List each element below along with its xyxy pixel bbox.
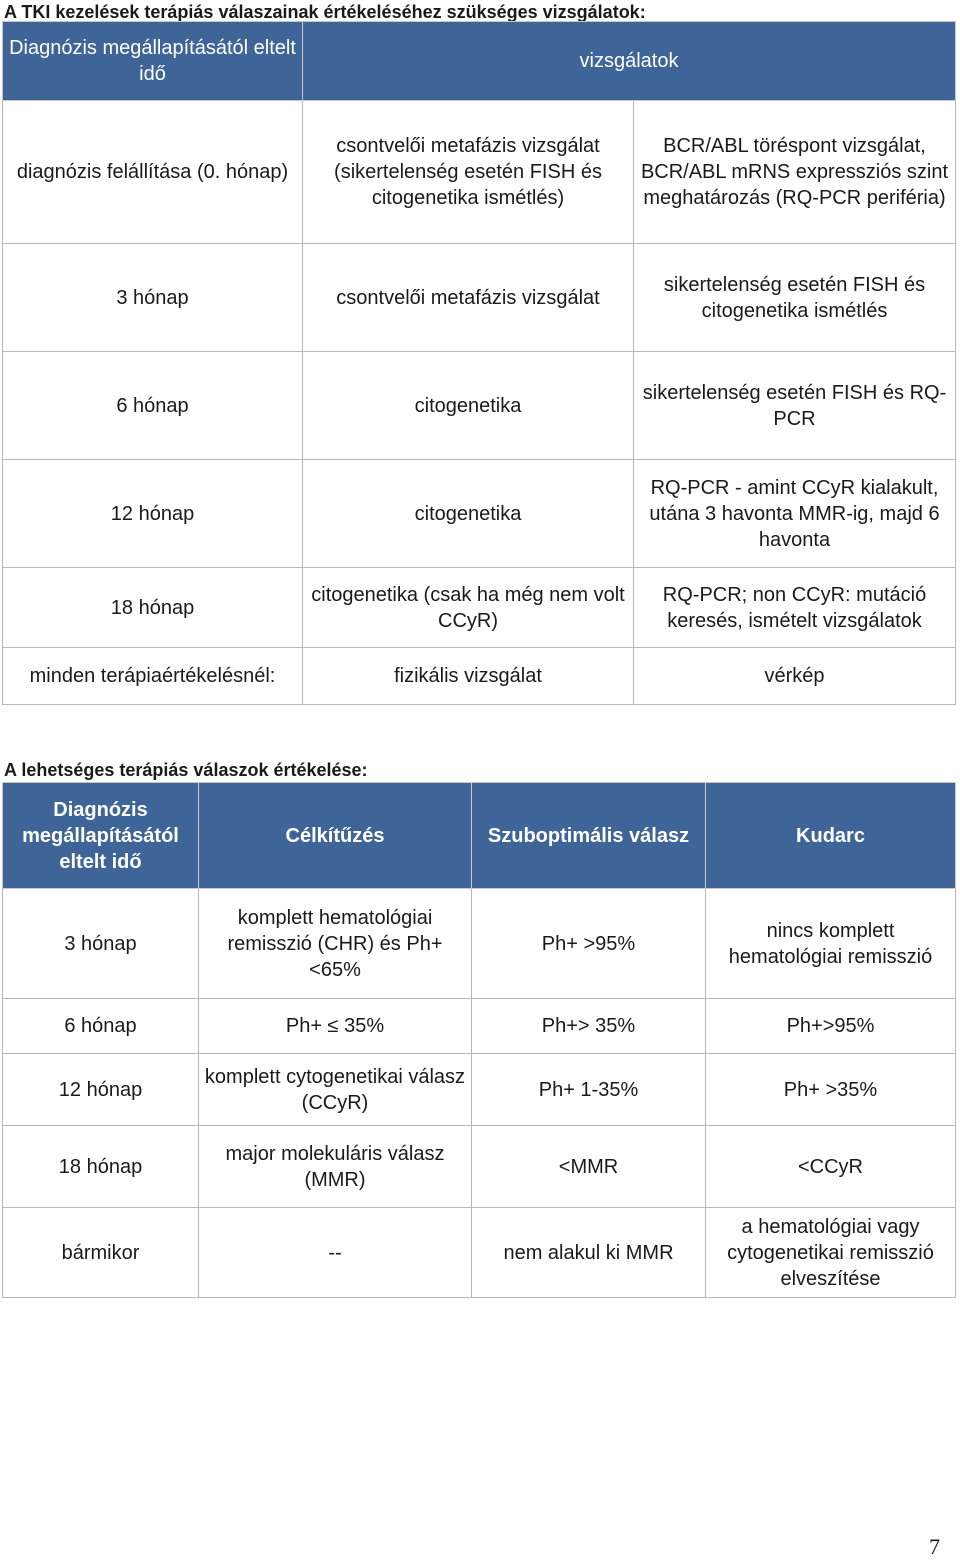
cell-time: 18 hónap	[3, 1126, 199, 1208]
table-row	[3, 460, 956, 568]
table-row	[3, 648, 956, 705]
header-time: Diagnózis megállapításától eltelt idő	[3, 783, 199, 889]
header-time: Diagnózis megállapításától eltelt idő	[3, 22, 303, 101]
cell-suboptimal: nem alakul ki MMR	[472, 1208, 706, 1298]
cell-time: 3 hónap	[3, 244, 303, 352]
cell-exam-b: sikertelenség esetén FISH és citogenetika ismétlés	[634, 244, 956, 352]
examinations-table	[2, 21, 956, 705]
section2-heading: A lehetséges terápiás válaszok értékelése:	[4, 760, 368, 780]
cell-exam-b: RQ-PCR; non CCyR: mutáció keresés, ismételt vizsgálatok	[634, 568, 956, 648]
cell-time: 6 hónap	[3, 352, 303, 460]
cell-time: bármikor	[3, 1208, 199, 1298]
header-goal: Célkítűzés	[199, 783, 472, 889]
table-row	[3, 101, 956, 244]
cell-exam-a: fizikális vizsgálat	[303, 648, 634, 705]
cell-exam-a: csontvelői metafázis vizsgálat (sikertelenség esetén FISH és citogenetika ismétlés)	[303, 101, 634, 244]
table-row	[3, 568, 956, 648]
cell-exam-a: citogenetika (csak ha még nem volt CCyR)	[303, 568, 634, 648]
table-row	[3, 889, 956, 999]
section1-heading: A TKI kezelések terápiás válaszainak értékeléséhez szükséges vizsgálatok:	[4, 2, 646, 22]
cell-failure: <CCyR	[706, 1126, 956, 1208]
table-row	[3, 999, 956, 1054]
cell-time: diagnózis felállítása (0. hónap)	[3, 101, 303, 244]
cell-exam-a: citogenetika	[303, 460, 634, 568]
header-failure: Kudarc	[706, 783, 956, 889]
cell-suboptimal: <MMR	[472, 1126, 706, 1208]
cell-suboptimal: Ph+ >95%	[472, 889, 706, 999]
table-row	[3, 1126, 956, 1208]
cell-time: minden terápiaértékelésnél:	[3, 648, 303, 705]
cell-time: 12 hónap	[3, 460, 303, 568]
header-suboptimal: Szuboptimális válasz	[472, 783, 706, 889]
table-row	[3, 244, 956, 352]
cell-time: 18 hónap	[3, 568, 303, 648]
cell-goal: major molekuláris válasz (MMR)	[199, 1126, 472, 1208]
cell-suboptimal: Ph+ 1-35%	[472, 1054, 706, 1126]
cell-failure: a hematológiai vagy cytogenetikai remisszió elveszítése	[706, 1208, 956, 1298]
table-row	[3, 352, 956, 460]
cell-failure: nincs komplett hematológiai remisszió	[706, 889, 956, 999]
table-row	[3, 1054, 956, 1126]
cell-suboptimal: Ph+> 35%	[472, 999, 706, 1054]
header-examinations: vizsgálatok	[303, 22, 956, 101]
cell-exam-b: BCR/ABL töréspont vizsgálat, BCR/ABL mRNS expressziós szint meghatározás (RQ-PCR periféria)	[634, 101, 956, 244]
cell-exam-a: citogenetika	[303, 352, 634, 460]
cell-exam-b: vérkép	[634, 648, 956, 705]
cell-failure: Ph+ >35%	[706, 1054, 956, 1126]
table-row	[3, 1208, 956, 1298]
cell-exam-b: sikertelenség esetén FISH és RQ-PCR	[634, 352, 956, 460]
cell-time: 12 hónap	[3, 1054, 199, 1126]
cell-exam-b: RQ-PCR - amint CCyR kialakult, utána 3 havonta MMR-ig, majd 6 havonta	[634, 460, 956, 568]
cell-time: 3 hónap	[3, 889, 199, 999]
cell-time: 6 hónap	[3, 999, 199, 1054]
cell-goal: komplett cytogenetikai válasz (CCyR)	[199, 1054, 472, 1126]
response-evaluation-table	[2, 782, 956, 1298]
page-number: 7	[929, 1534, 940, 1559]
cell-goal: Ph+ ≤ 35%	[199, 999, 472, 1054]
cell-goal: --	[199, 1208, 472, 1298]
cell-goal: komplett hematológiai remisszió (CHR) és Ph+<65%	[199, 889, 472, 999]
cell-failure: Ph+>95%	[706, 999, 956, 1054]
cell-exam-a: csontvelői metafázis vizsgálat	[303, 244, 634, 352]
